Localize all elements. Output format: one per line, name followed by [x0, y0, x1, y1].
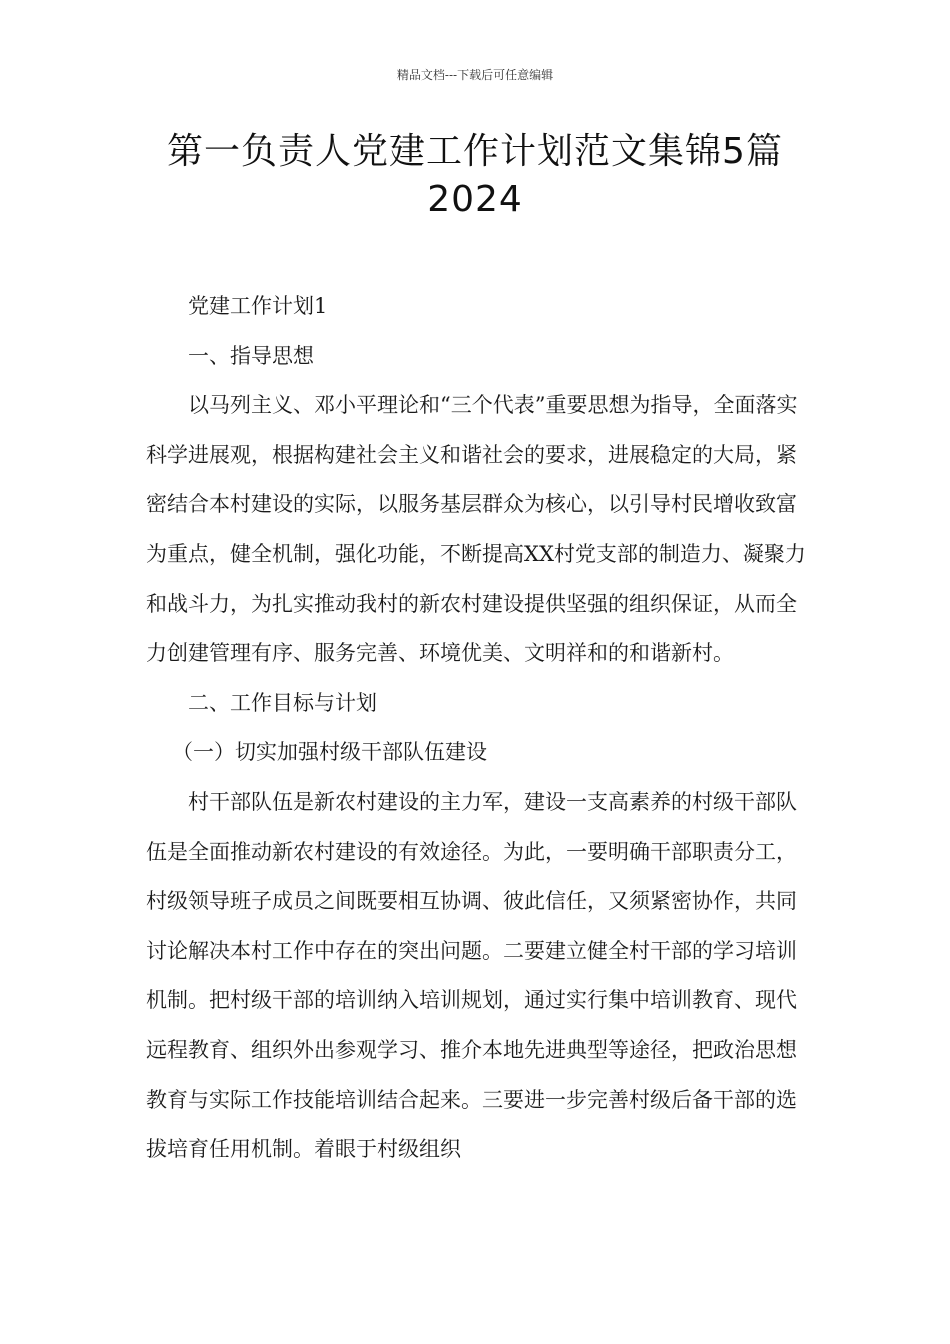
document-body [146, 282, 808, 1175]
paragraph-cadre-team: 村干部队伍是新农村建设的主力军，建设一支高素养的村级干部队伍是全面推动新农村建设的有效途径。为此，一要明确干部职责分工，村级领导班子成员之间既要相互协调、彼此信任，又须紧密协作，共同讨论解决本村工作中存在的突出问题。二要建立健全村干部的学习培训机制。把村级干部的培训纳入培训规划，通过实行集中培训教育、现代远程教育、组织外出参观学习、推介本地先进典型等途径，把政治思想教育与实际工作技能培训结合起来。三要进一步完善村级后备干部的选拔培育任用机制。着眼于村级组织 [146, 789, 797, 1162]
section-heading-plan: 党建工作计划1 [188, 294, 328, 318]
header-note: 精品文档---下载后可任意编辑 [396, 68, 554, 82]
document-title: 第一负责人党建工作计划范文集锦5篇2024 [167, 131, 783, 220]
paragraph-guiding-ideology: 以马列主义、邓小平理论和“三个代表”重要思想为指导，全面落实科学进展观，根据构建社会主义和谐社会的要求，进展稳定的大局，紧密结合本村建设的实际，以服务基层群众为核心，以引导村民增收致富为重点，健全机制，强化功能，不断提高XX村党支部的制造力、凝聚力和战斗力，为扎实推动我村的新农村建设提供坚强的组织保证，从而全力创建管理有序、服务完善、环境优美、文明祥和的和谐新村。 [146, 393, 806, 666]
subheading-cadre-team: （一）切实加强村级干部队伍建设 [172, 740, 487, 765]
heading-goals-and-plan: 二、工作目标与计划 [188, 690, 377, 715]
heading-guiding-ideology: 一、指导思想 [188, 343, 314, 368]
